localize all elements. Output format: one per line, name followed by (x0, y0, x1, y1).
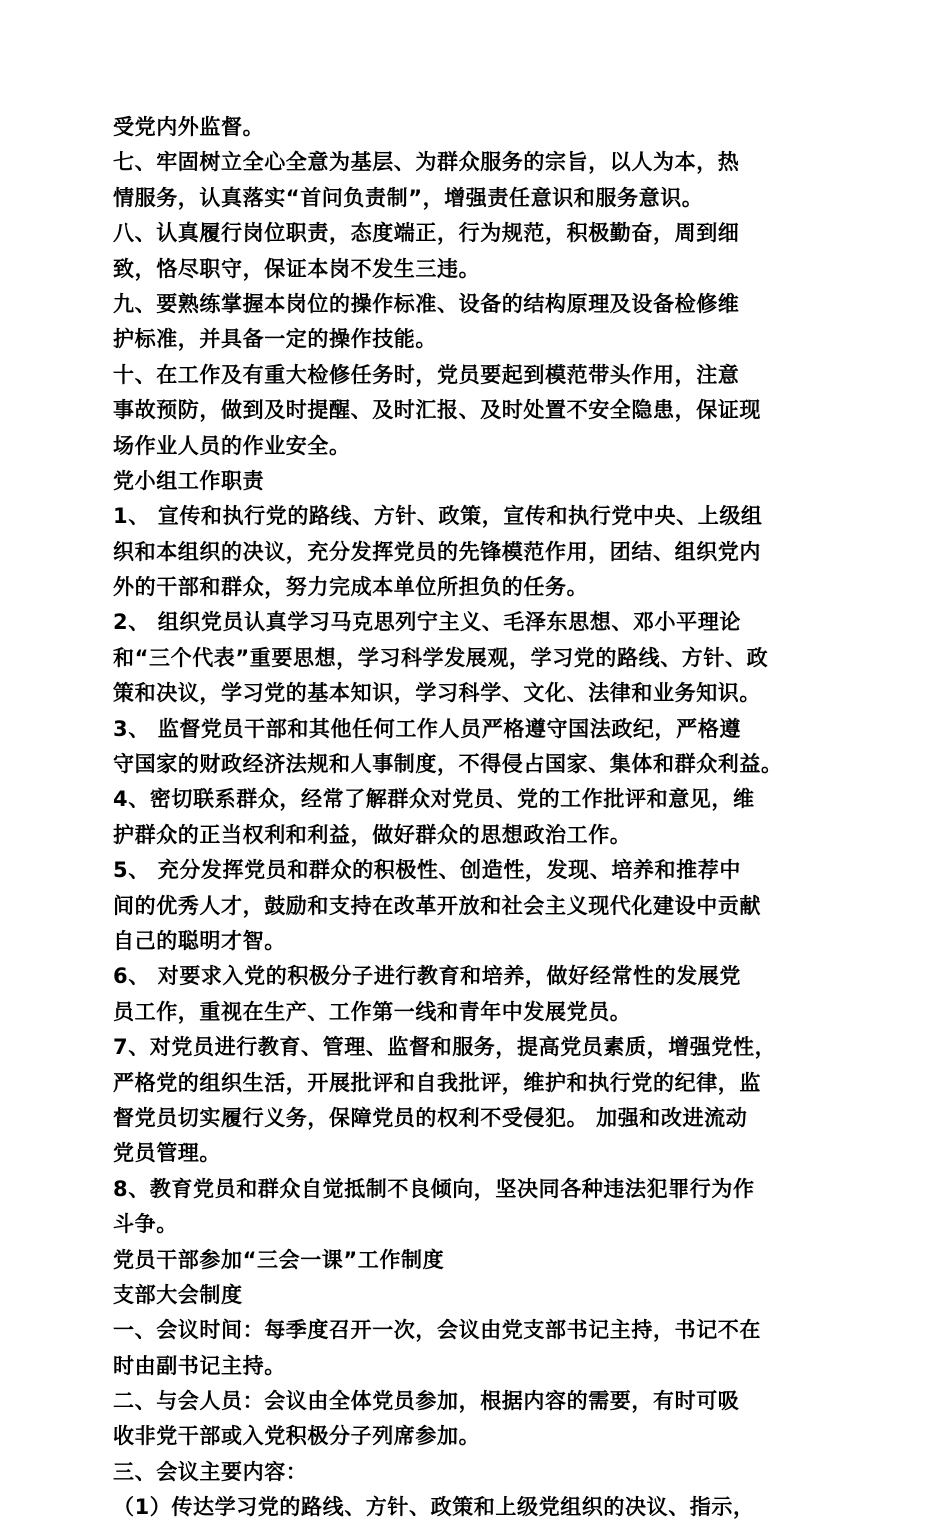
text-line: 情服务，认真落实“首问负责制”，增强责任意识和服务意识。 (113, 185, 704, 210)
text-line: 党员管理。 (113, 1141, 221, 1166)
text-line: 5、 充分发挥党员和群众的积极性、创造性，发现、培养和推荐中 (113, 858, 741, 883)
text-line: 2、 组织党员认真学习马克思列宁主义、毛泽东思想、邓小平理论 (113, 610, 741, 635)
section-heading: 党员干部参加“三会一课”工作制度 (113, 1247, 445, 1272)
text-line: 致，恪尽职守，保证本岗不发生三违。 (113, 256, 481, 281)
text-line: 守国家的财政经济法规和人事制度，不得侵占国家、集体和群众利益。 (113, 752, 783, 777)
text-line: 6、 对要求入党的积极分子进行教育和培养，做好经常性的发展党 (113, 964, 741, 989)
text-line: 间的优秀人才，鼓励和支持在改革开放和社会主义现代化建设中贡献 (113, 893, 761, 918)
text-line: 督党员切实履行义务，保障党员的权利不受侵犯。 加强和改进流动 (113, 1105, 748, 1130)
text-line: 七、牢固树立全心全意为基层、为群众服务的宗旨，以人为本，热 (113, 150, 740, 175)
text-line: 八、认真履行岗位职责，态度端正，行为规范，积极勤奋，周到细 (113, 221, 740, 246)
text-line: 一、会议时间：每季度召开一次，会议由党支部书记主持，书记不在 (113, 1318, 761, 1343)
text-line: 和“三个代表”重要思想，学习科学发展观，学习党的路线、方针、政 (113, 645, 769, 670)
text-line: （1）传达学习党的路线、方针、政策和上级党组织的决议、指示， (113, 1495, 755, 1520)
text-line: 场作业人员的作业安全。 (113, 433, 351, 458)
text-line: 时由副书记主持。 (113, 1353, 286, 1378)
text-line: 护群众的正当权利和利益，做好群众的思想政治工作。 (113, 822, 632, 847)
text-line: 1、 宣传和执行党的路线、方针、政策，宣传和执行党中央、上级组 (113, 504, 763, 529)
text-line: 九、要熟练掌握本岗位的操作标准、设备的结构原理及设备检修维 (113, 291, 740, 316)
text-line: 事故预防，做到及时提醒、及时汇报、及时处置不安全隐患，保证现 (113, 398, 761, 423)
text-line: 护标准，并具备一定的操作技能。 (113, 327, 437, 352)
text-line: 受党内外监督。 (113, 115, 265, 139)
section-heading: 支部大会制度 (113, 1282, 243, 1307)
text-line: 自己的聪明才智。 (113, 928, 286, 953)
text-line: 外的干部和群众，努力完成本单位所担负的任务。 (113, 575, 589, 600)
text-line: 十、在工作及有重大检修任务时，党员要起到模范带头作用，注意 (113, 362, 740, 387)
section-heading: 党小组工作职责 (113, 468, 265, 493)
text-line: 三、会议主要内容： (113, 1459, 308, 1484)
text-line: 严格党的组织生活，开展批评和自我批评，维护和执行党的纪律，监 (113, 1070, 761, 1095)
text-line: 4、密切联系群众，经常了解群众对党员、党的工作批评和意见，维 (113, 787, 755, 812)
text-line: 策和决议，学习党的基本知识，学习科学、文化、法律和业务知识。 (113, 681, 761, 706)
text-line: 员工作，重视在生产、工作第一线和青年中发展党员。 (113, 999, 632, 1024)
text-line: 8、教育党员和群众自觉抵制不良倾向，坚决同各种违法犯罪行为作 (113, 1176, 755, 1201)
text-line: 7、对党员进行教育、管理、监督和服务，提高党员素质，增强党性， (113, 1035, 777, 1060)
text-line: 二、与会人员：会议由全体党员参加，根据内容的需要，有时可吸 (113, 1389, 740, 1414)
text-line: 织和本组织的决议，充分发挥党员的先锋模范作用，团结、组织党内 (113, 539, 761, 564)
text-line: 3、 监督党员干部和其他任何工作人员严格遵守国法政纪，严格遵 (113, 716, 741, 741)
text-line: 收非党干部或入党积极分子列席参加。 (113, 1424, 481, 1449)
document-body (113, 110, 853, 1526)
text-line: 斗争。 (113, 1212, 178, 1237)
